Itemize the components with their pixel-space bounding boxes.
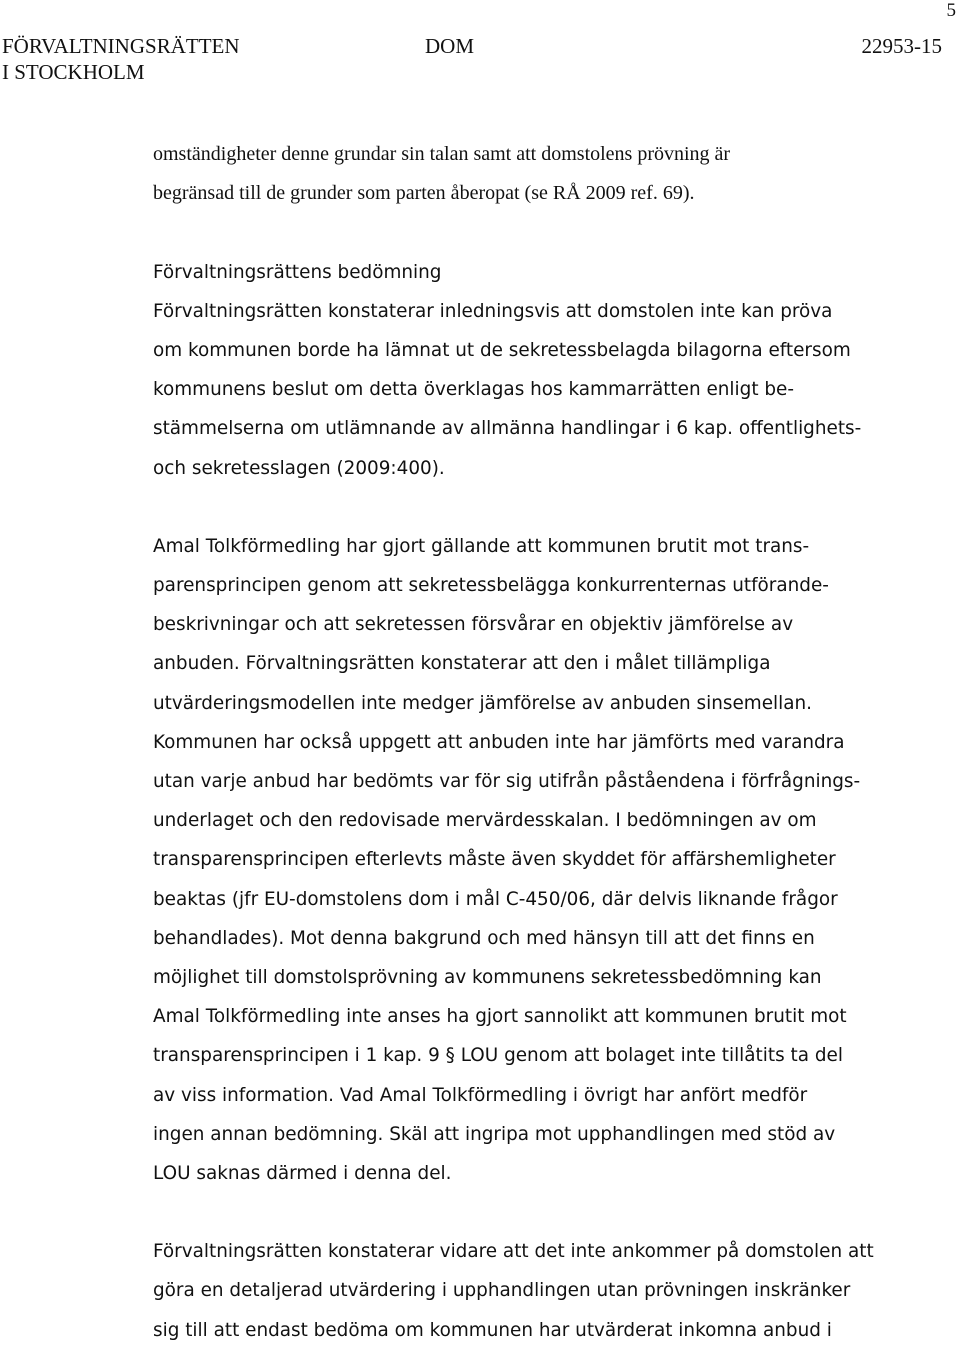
paragraph-3 — [153, 527, 873, 1193]
paragraph-4 — [153, 1232, 873, 1350]
text-line: parensprincipen genom att sekretessbelägga konkurrenternas utförande- — [153, 575, 829, 597]
text-line: anbuden. Förvaltningsrätten konstaterar att den i målet tillämpliga — [153, 653, 771, 675]
text-line: transparensprincipen i 1 kap. 9 § LOU genom att bolaget inte tillåtits ta del — [153, 1045, 843, 1067]
paragraph-1 — [153, 135, 873, 213]
court-name-line-2: I STOCKHOLM — [2, 60, 145, 84]
text-line: utan varje anbud har bedömts var för sig utifrån påståendena i förfrågnings- — [153, 771, 861, 792]
text-line: begränsad till de grunder som parten åberopat (se RÅ 2009 ref. 69). — [153, 182, 695, 205]
text-line: Kommunen har också uppgett att anbuden inte har jämförts med varandra — [153, 731, 845, 753]
document-type: DOM — [425, 34, 475, 58]
text-line: möjlighet till domstolsprövning av kommunens sekretessbedömning kan — [153, 966, 822, 988]
paragraph-gap — [153, 213, 873, 252]
text-line: göra en detaljerad utvärdering i upphandlingen utan prövningen inskränker — [153, 1280, 851, 1302]
text-line: utvärderingsmodellen inte medger jämförelse av anbuden sinsemellan. — [153, 692, 813, 714]
text-line: beskrivningar och att sekretessen försvårar en objektiv jämförelse av — [153, 614, 794, 636]
text-line: Amal Tolkförmedling har gjort gällande att kommunen brutit mot trans- — [153, 535, 810, 557]
text-line: transparensprincipen efterlevts måste även skyddet för affärshemligheter — [153, 849, 836, 871]
text-line: sig till att endast bedöma om kommunen har utvärderat inkomna anbud i — [153, 1319, 832, 1341]
text-line: omständigheter denne grundar sin talan samt att domstolens prövning är — [153, 143, 731, 165]
text-line: om kommunen borde ha lämnat ut de sekretessbelagda bilagorna eftersom — [153, 339, 851, 361]
text-line: Amal Tolkförmedling inte anses ha gjort sannolikt att kommunen brutit mot — [153, 1006, 847, 1028]
paragraph-gap — [153, 488, 873, 527]
text-line: beaktas (jfr EU-domstolens dom i mål C-450/06, där delvis liknande frågor — [153, 888, 838, 910]
paragraph-gap — [153, 1193, 873, 1232]
section-heading: Förvaltningsrättens bedömning — [153, 261, 442, 283]
text-line: behandlades). Mot denna bakgrund och med hänsyn till att det finns en — [153, 927, 815, 949]
text-line: LOU saknas därmed i denna del. — [153, 1162, 452, 1184]
text-line: kommunens beslut om detta överklagas hos kammarrätten enligt be- — [153, 379, 795, 401]
court-name-line-1: FÖRVALTNINGSRÄTTEN — [2, 34, 240, 58]
text-line: stämmelserna om utlämnande av allmänna handlingar i 6 kap. offentlighets- — [153, 418, 862, 440]
text-line: Förvaltningsrätten konstaterar vidare att det inte ankommer på domstolen att — [153, 1241, 874, 1263]
case-number: 22953-15 — [861, 34, 942, 58]
document-body — [153, 135, 873, 1350]
text-line: och sekretesslagen (2009:400). — [153, 457, 445, 479]
text-line: Förvaltningsrätten konstaterar inledningsvis att domstolen inte kan pröva — [153, 300, 833, 322]
court-name — [2, 33, 240, 85]
paragraph-2 — [153, 253, 873, 488]
text-line: av viss information. Vad Amal Tolkförmedling i övrigt har anfört medför — [153, 1084, 808, 1106]
text-line: ingen annan bedömning. Skäl att ingripa mot upphandlingen med stöd av — [153, 1123, 836, 1145]
text-line: underlaget och den redovisade mervärdesskalan. I bedömningen av om — [153, 810, 817, 832]
page-number: 5 — [946, 0, 956, 21]
